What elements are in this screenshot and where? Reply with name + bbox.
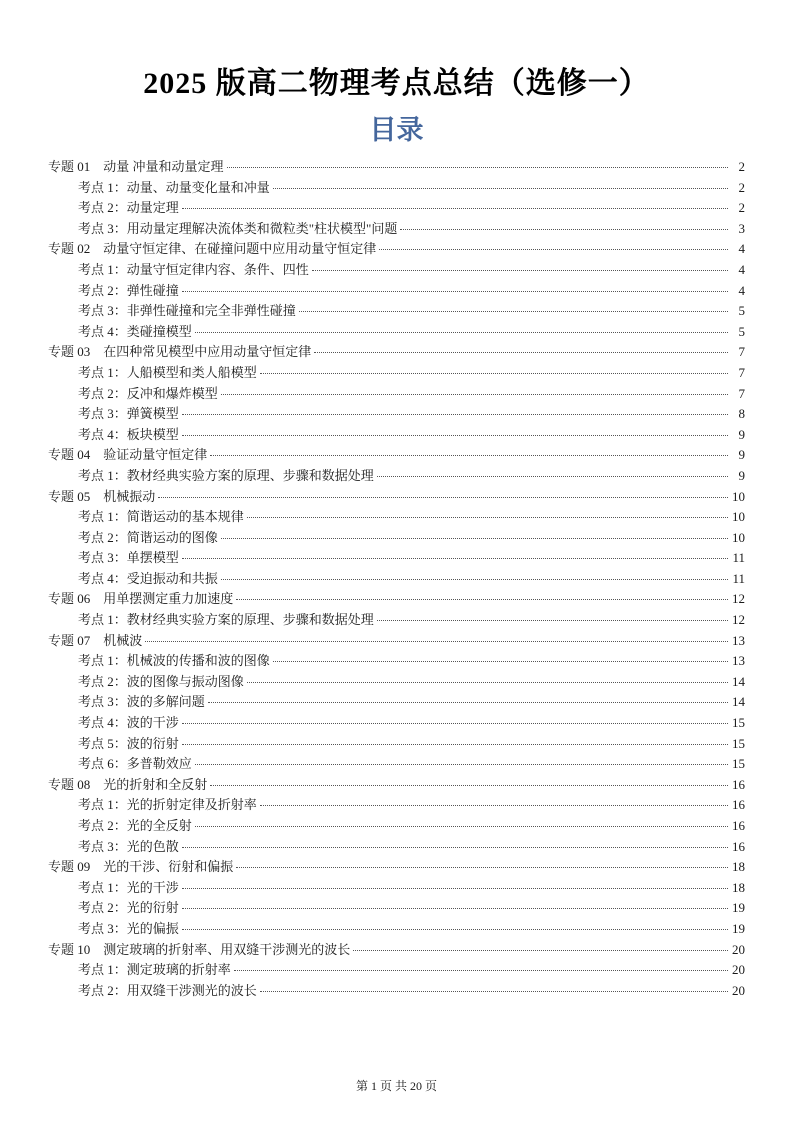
toc-page-number: 10 [732, 509, 745, 525]
toc-entry-label: 考点 3：弹簧模型 [78, 406, 179, 422]
toc-dot-leader [353, 950, 728, 951]
toc-page-number: 12 [732, 591, 745, 607]
toc-entry-point[interactable] [48, 898, 745, 919]
toc-entry-label: 考点 2：波的图像与振动图像 [78, 673, 244, 689]
toc-dot-leader [247, 517, 728, 518]
toc-entry-label: 专题 03 在四种常见模型中应用动量守恒定律 [48, 344, 312, 360]
toc-page-number: 10 [732, 488, 745, 504]
toc-page-number: 14 [732, 673, 745, 689]
toc-entry-label: 考点 1：教材经典实验方案的原理、步骤和数据处理 [78, 612, 374, 628]
toc-page-number: 2 [738, 179, 745, 195]
toc-list [48, 157, 745, 1001]
toc-entry-label: 专题 05 机械振动 [48, 488, 156, 504]
toc-dot-leader [221, 538, 728, 539]
toc-dot-leader [236, 867, 728, 868]
toc-entry-label: 专题 06 用单摆测定重力加速度 [48, 591, 234, 607]
toc-entry-label: 考点 5：波的衍射 [78, 735, 179, 751]
toc-entry-topic[interactable] [48, 857, 745, 878]
toc-dot-leader [377, 476, 728, 477]
toc-entry-point[interactable] [48, 754, 745, 775]
toc-page-number: 18 [732, 859, 745, 875]
toc-entry-point[interactable] [48, 878, 745, 899]
toc-dot-leader [227, 167, 728, 168]
toc-entry-topic[interactable] [48, 157, 745, 178]
toc-page-number: 18 [732, 879, 745, 895]
toc-entry-topic[interactable] [48, 239, 745, 260]
toc-entry-topic[interactable] [48, 487, 745, 508]
toc-dot-leader [182, 414, 728, 415]
toc-entry-label: 考点 4：波的干涉 [78, 715, 179, 731]
toc-entry-label: 考点 3：单摆模型 [78, 550, 179, 566]
toc-entry-label: 考点 2：反冲和爆炸模型 [78, 385, 218, 401]
toc-page-number: 7 [738, 344, 745, 360]
toc-entry-label: 专题 04 验证动量守恒定律 [48, 447, 208, 463]
toc-entry-topic[interactable] [48, 589, 745, 610]
toc-entry-label: 考点 1：教材经典实验方案的原理、步骤和数据处理 [78, 467, 374, 483]
toc-page-number: 20 [732, 982, 745, 998]
toc-page-number: 20 [732, 962, 745, 978]
toc-page-number: 20 [732, 941, 745, 957]
toc-entry-topic[interactable] [48, 775, 745, 796]
toc-entry-label: 专题 09 光的干涉、衍射和偏振 [48, 859, 234, 875]
toc-entry-label: 考点 1：动量、动量变化量和冲量 [78, 179, 270, 195]
toc-entry-point[interactable] [48, 548, 745, 569]
toc-dot-leader [195, 332, 728, 333]
toc-dot-leader [247, 682, 728, 683]
toc-page-number: 12 [732, 612, 745, 628]
toc-dot-leader [210, 455, 728, 456]
toc-dot-leader [312, 270, 728, 271]
toc-dot-leader [182, 435, 728, 436]
toc-entry-point[interactable] [48, 734, 745, 755]
toc-page-number: 16 [732, 818, 745, 833]
toc-entry-point[interactable] [48, 322, 745, 343]
toc-entry-point[interactable] [48, 404, 745, 425]
toc-entry-point[interactable] [48, 507, 745, 528]
toc-dot-leader [182, 291, 728, 292]
toc-heading: 目录 [369, 115, 424, 145]
toc-entry-point[interactable] [48, 837, 745, 858]
toc-dot-leader [221, 579, 728, 580]
toc-page-number: 4 [738, 282, 745, 298]
toc-entry-point[interactable] [48, 466, 745, 487]
toc-dot-leader [236, 599, 728, 600]
toc-entry-label: 专题 01 动量 冲量和动量定理 [48, 159, 224, 174]
toc-entry-point[interactable] [48, 198, 745, 219]
toc-entry-label: 考点 3：用动量定理解决流体类和微粒类"柱状模型"问题 [78, 220, 398, 236]
toc-dot-leader [182, 908, 728, 909]
toc-entry-label: 考点 6：多普勒效应 [78, 756, 192, 772]
toc-entry-label: 专题 10 测定玻璃的折射率、用双缝干涉测光的波长 [48, 941, 351, 957]
toc-dot-leader [145, 641, 728, 642]
toc-page-number: 2 [738, 159, 745, 174]
toc-entry-label: 考点 1：简谐运动的基本规律 [78, 509, 244, 525]
toc-entry-topic[interactable] [48, 445, 745, 466]
toc-entry-point[interactable] [48, 281, 745, 302]
toc-dot-leader [182, 723, 728, 724]
toc-entry-point[interactable] [48, 795, 745, 816]
toc-page-number: 19 [732, 920, 745, 936]
toc-page-number: 7 [738, 364, 745, 380]
toc-dot-leader [260, 991, 728, 992]
toc-entry-point[interactable] [48, 260, 745, 281]
toc-entry-point[interactable] [48, 219, 745, 240]
toc-entry-point[interactable] [48, 178, 745, 199]
toc-dot-leader [158, 497, 728, 498]
toc-entry-label: 考点 2：简谐运动的图像 [78, 529, 218, 545]
toc-entry-label: 考点 1：光的干涉 [78, 879, 179, 895]
toc-page-number: 16 [732, 797, 745, 813]
toc-page-number: 16 [732, 776, 745, 792]
toc-page-number: 11 [732, 550, 745, 566]
toc-entry-label: 专题 08 光的折射和全反射 [48, 776, 208, 792]
toc-dot-leader [182, 847, 728, 848]
toc-entry-label: 考点 2：用双缝干涉测光的波长 [78, 982, 257, 998]
toc-entry-point[interactable] [48, 425, 745, 446]
toc-entry-point[interactable] [48, 816, 745, 837]
toc-entry-label: 考点 4：板块模型 [78, 426, 179, 442]
toc-entry-label: 考点 1：机械波的传播和波的图像 [78, 653, 270, 669]
toc-page-number: 2 [738, 200, 745, 216]
toc-dot-leader [377, 620, 728, 621]
toc-entry-point[interactable] [48, 384, 745, 405]
toc-dot-leader [260, 373, 728, 374]
toc-entry-point[interactable] [48, 528, 745, 549]
toc-entry-point[interactable] [48, 981, 745, 1002]
toc-entry-point[interactable] [48, 301, 745, 322]
toc-dot-leader [400, 229, 728, 230]
document-title: 2025 版高二物理考点总结（选修一） [143, 67, 650, 100]
toc-page-number: 9 [738, 426, 745, 442]
toc-page-number: 3 [738, 220, 745, 236]
toc-dot-leader [314, 352, 728, 353]
toc-page-number: 14 [732, 694, 745, 710]
toc-entry-label: 考点 4：类碰撞模型 [78, 323, 192, 339]
toc-entry-point[interactable] [48, 651, 745, 672]
toc-page-number: 19 [732, 900, 745, 916]
toc-page-number: 15 [732, 756, 745, 772]
toc-page-number: 4 [738, 241, 745, 257]
toc-entry-label: 考点 1：动量守恒定律内容、条件、四性 [78, 261, 309, 277]
toc-dot-leader [221, 394, 728, 395]
toc-page-number: 15 [732, 715, 745, 731]
toc-entry-label: 考点 2：弹性碰撞 [78, 282, 179, 298]
toc-dot-leader [208, 702, 728, 703]
toc-entry-point[interactable] [48, 692, 745, 713]
toc-dot-leader [379, 249, 728, 250]
toc-entry-point[interactable] [48, 672, 745, 693]
toc-entry-label: 考点 1：人船模型和类人船模型 [78, 364, 257, 380]
toc-page-number: 5 [738, 303, 745, 319]
toc-entry-point[interactable] [48, 363, 745, 384]
toc-dot-leader [195, 764, 728, 765]
toc-dot-leader [195, 826, 728, 827]
toc-entry-label: 考点 1：测定玻璃的折射率 [78, 962, 231, 978]
toc-dot-leader [273, 188, 728, 189]
toc-page-number: 13 [732, 653, 745, 669]
toc-page-number: 15 [732, 735, 745, 751]
toc-entry-topic[interactable] [48, 631, 745, 652]
toc-entry-topic[interactable] [48, 342, 745, 363]
toc-page-number: 4 [738, 261, 745, 277]
toc-page-number: 8 [738, 406, 745, 422]
toc-entry-label: 考点 3：光的色散 [78, 838, 179, 854]
toc-page-number: 13 [732, 632, 745, 648]
toc-entry-point[interactable] [48, 569, 745, 590]
toc-entry-point[interactable] [48, 960, 745, 981]
toc-dot-leader [260, 805, 728, 806]
toc-entry-point[interactable] [48, 610, 745, 631]
toc-entry-point[interactable] [48, 919, 745, 940]
toc-dot-leader [182, 208, 728, 209]
toc-page-number: 7 [738, 385, 745, 401]
toc-entry-label: 专题 07 机械波 [48, 632, 143, 648]
toc-page-number: 10 [732, 529, 745, 545]
toc-page-number: 5 [738, 323, 745, 339]
toc-entry-label: 考点 1：光的折射定律及折射率 [78, 797, 257, 813]
toc-dot-leader [234, 970, 728, 971]
toc-entry-topic[interactable] [48, 940, 745, 961]
toc-dot-leader [182, 929, 728, 930]
toc-entry-label: 专题 02 动量守恒定律、在碰撞问题中应用动量守恒定律 [48, 241, 377, 257]
toc-page-number: 9 [738, 467, 745, 483]
toc-page-number: 11 [732, 570, 745, 586]
page-footer: 第 1 页 共 20 页 [355, 1079, 437, 1093]
toc-entry-label: 考点 3：光的偏振 [78, 920, 179, 936]
toc-dot-leader [182, 558, 728, 559]
toc-entry-point[interactable] [48, 713, 745, 734]
toc-entry-label: 考点 3：波的多解问题 [78, 694, 205, 710]
toc-page-number: 9 [738, 447, 745, 463]
toc-entry-label: 考点 2：动量定理 [78, 200, 179, 216]
toc-page-number: 16 [732, 838, 745, 854]
toc-entry-label: 考点 2：光的衍射 [78, 900, 179, 916]
toc-entry-label: 考点 4：受迫振动和共振 [78, 570, 218, 586]
toc-entry-label: 考点 2：光的全反射 [78, 818, 192, 833]
toc-dot-leader [210, 785, 728, 786]
toc-dot-leader [182, 744, 728, 745]
toc-dot-leader [182, 888, 728, 889]
toc-dot-leader [273, 661, 728, 662]
toc-dot-leader [299, 311, 728, 312]
toc-entry-label: 考点 3：非弹性碰撞和完全非弹性碰撞 [78, 303, 296, 319]
